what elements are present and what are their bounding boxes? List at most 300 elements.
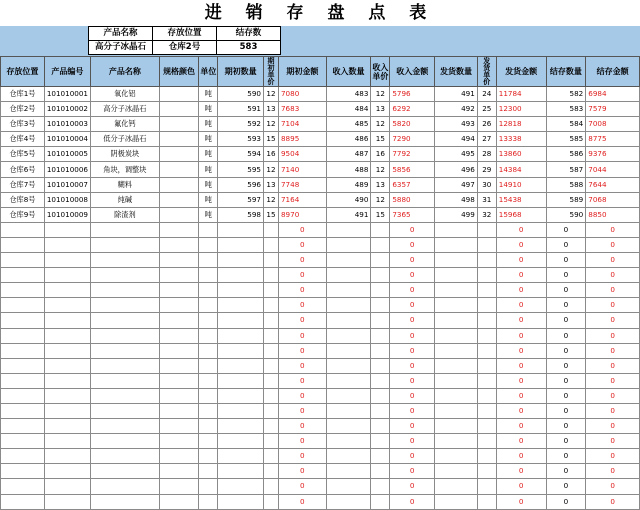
table-cell[interactable] <box>264 298 279 313</box>
table-cell[interactable]: 588 <box>546 177 586 192</box>
table-cell[interactable]: 0 <box>390 313 435 328</box>
table-cell[interactable] <box>159 434 199 449</box>
table-cell[interactable]: 0 <box>496 403 546 418</box>
table-cell[interactable] <box>199 419 218 434</box>
table-cell[interactable]: 7365 <box>390 207 435 222</box>
table-cell[interactable]: 0 <box>496 253 546 268</box>
table-cell[interactable] <box>264 449 279 464</box>
table-cell[interactable] <box>264 237 279 252</box>
table-cell[interactable] <box>1 434 45 449</box>
table-cell[interactable]: 6357 <box>390 177 435 192</box>
table-cell[interactable]: 除渣剂 <box>91 207 160 222</box>
table-cell[interactable] <box>199 403 218 418</box>
table-cell[interactable]: 0 <box>546 494 586 509</box>
table-cell[interactable]: 0 <box>546 253 586 268</box>
table-cell[interactable] <box>44 494 90 509</box>
table-cell[interactable] <box>91 479 160 494</box>
table-cell[interactable]: 0 <box>278 419 326 434</box>
table-cell[interactable]: 12 <box>371 87 390 102</box>
table-cell[interactable] <box>44 298 90 313</box>
table-cell[interactable]: 0 <box>496 268 546 283</box>
table-cell[interactable] <box>1 298 45 313</box>
table-cell[interactable]: 0 <box>586 222 640 237</box>
table-cell[interactable] <box>326 464 371 479</box>
table-cell[interactable]: 0 <box>390 449 435 464</box>
table-cell[interactable]: 0 <box>546 419 586 434</box>
table-cell[interactable]: 27 <box>477 132 496 147</box>
table-cell[interactable]: 587 <box>546 162 586 177</box>
table-cell[interactable]: 0 <box>586 313 640 328</box>
table-cell[interactable]: 7080 <box>278 87 326 102</box>
table-cell[interactable] <box>159 102 199 117</box>
table-cell[interactable] <box>199 237 218 252</box>
table-cell[interactable] <box>326 328 371 343</box>
table-cell[interactable] <box>44 434 90 449</box>
table-cell[interactable] <box>326 222 371 237</box>
table-cell[interactable] <box>218 283 264 298</box>
table-cell[interactable] <box>264 373 279 388</box>
table-cell[interactable] <box>159 207 199 222</box>
table-cell[interactable] <box>159 343 199 358</box>
table-cell[interactable]: 0 <box>496 464 546 479</box>
table-cell[interactable]: 0 <box>546 449 586 464</box>
table-cell[interactable] <box>1 479 45 494</box>
table-cell[interactable]: 0 <box>496 328 546 343</box>
table-cell[interactable]: 32 <box>477 207 496 222</box>
table-cell[interactable] <box>371 479 390 494</box>
table-cell[interactable]: 0 <box>586 449 640 464</box>
table-cell[interactable] <box>326 419 371 434</box>
table-cell[interactable]: 0 <box>496 419 546 434</box>
table-cell[interactable]: 吨 <box>199 87 218 102</box>
table-cell[interactable] <box>218 479 264 494</box>
table-cell[interactable] <box>1 449 45 464</box>
table-cell[interactable] <box>218 222 264 237</box>
table-cell[interactable] <box>435 373 478 388</box>
table-cell[interactable]: 0 <box>278 479 326 494</box>
table-cell[interactable]: 0 <box>546 403 586 418</box>
table-cell[interactable]: 0 <box>586 373 640 388</box>
table-cell[interactable]: 0 <box>496 434 546 449</box>
table-cell[interactable]: 0 <box>278 237 326 252</box>
table-cell[interactable] <box>371 253 390 268</box>
table-cell[interactable] <box>44 464 90 479</box>
table-cell[interactable]: 0 <box>390 403 435 418</box>
table-cell[interactable] <box>477 237 496 252</box>
table-cell[interactable] <box>326 358 371 373</box>
summary-value-product[interactable]: 高分子冰晶石 <box>89 41 153 55</box>
table-cell[interactable] <box>371 449 390 464</box>
table-cell[interactable]: 7644 <box>586 177 640 192</box>
table-cell[interactable]: 12 <box>264 117 279 132</box>
table-cell[interactable]: 493 <box>435 117 478 132</box>
table-cell[interactable] <box>477 403 496 418</box>
table-cell[interactable] <box>199 373 218 388</box>
table-cell[interactable]: 492 <box>435 102 478 117</box>
table-cell[interactable]: 498 <box>435 192 478 207</box>
table-cell[interactable] <box>477 328 496 343</box>
table-cell[interactable] <box>159 162 199 177</box>
table-cell[interactable]: 0 <box>496 343 546 358</box>
table-cell[interactable] <box>1 358 45 373</box>
table-cell[interactable] <box>1 403 45 418</box>
table-cell[interactable] <box>44 237 90 252</box>
table-cell[interactable] <box>218 343 264 358</box>
table-cell[interactable] <box>44 479 90 494</box>
table-cell[interactable]: 485 <box>326 117 371 132</box>
table-cell[interactable] <box>435 434 478 449</box>
table-cell[interactable] <box>91 434 160 449</box>
table-cell[interactable] <box>264 328 279 343</box>
table-cell[interactable] <box>159 117 199 132</box>
table-cell[interactable] <box>371 388 390 403</box>
table-cell[interactable] <box>159 358 199 373</box>
table-cell[interactable] <box>264 313 279 328</box>
table-cell[interactable] <box>218 253 264 268</box>
table-cell[interactable]: 0 <box>546 237 586 252</box>
table-cell[interactable]: 596 <box>218 177 264 192</box>
table-cell[interactable] <box>218 237 264 252</box>
table-cell[interactable]: 0 <box>390 388 435 403</box>
table-cell[interactable]: 0 <box>496 373 546 388</box>
table-cell[interactable]: 0 <box>546 479 586 494</box>
table-cell[interactable] <box>159 313 199 328</box>
table-cell[interactable]: 0 <box>546 328 586 343</box>
table-cell[interactable] <box>371 237 390 252</box>
table-cell[interactable] <box>326 373 371 388</box>
table-cell[interactable]: 7140 <box>278 162 326 177</box>
table-cell[interactable]: 0 <box>496 237 546 252</box>
table-cell[interactable] <box>371 268 390 283</box>
table-cell[interactable]: 0 <box>278 449 326 464</box>
table-cell[interactable]: 0 <box>390 479 435 494</box>
table-cell[interactable] <box>218 464 264 479</box>
table-cell[interactable] <box>326 313 371 328</box>
table-cell[interactable]: 582 <box>546 87 586 102</box>
table-cell[interactable]: 13 <box>371 102 390 117</box>
table-cell[interactable] <box>218 358 264 373</box>
table-cell[interactable]: 7792 <box>390 147 435 162</box>
table-cell[interactable] <box>435 298 478 313</box>
table-cell[interactable]: 0 <box>586 403 640 418</box>
table-cell[interactable]: 8895 <box>278 132 326 147</box>
table-cell[interactable]: 14384 <box>496 162 546 177</box>
table-cell[interactable] <box>91 358 160 373</box>
table-cell[interactable]: 0 <box>586 283 640 298</box>
table-cell[interactable]: 0 <box>278 464 326 479</box>
table-cell[interactable]: 0 <box>586 419 640 434</box>
table-cell[interactable] <box>371 328 390 343</box>
table-cell[interactable]: 5856 <box>390 162 435 177</box>
table-cell[interactable] <box>326 237 371 252</box>
table-cell[interactable]: 吨 <box>199 207 218 222</box>
table-cell[interactable]: 13860 <box>496 147 546 162</box>
table-cell[interactable]: 25 <box>477 102 496 117</box>
table-cell[interactable]: 12 <box>371 117 390 132</box>
table-cell[interactable]: 0 <box>390 434 435 449</box>
table-cell[interactable]: 7164 <box>278 192 326 207</box>
table-cell[interactable]: 0 <box>586 237 640 252</box>
table-cell[interactable] <box>264 222 279 237</box>
table-cell[interactable]: 8970 <box>278 207 326 222</box>
table-cell[interactable] <box>44 449 90 464</box>
table-cell[interactable]: 0 <box>390 343 435 358</box>
table-cell[interactable] <box>435 343 478 358</box>
table-cell[interactable]: 0 <box>390 222 435 237</box>
table-cell[interactable] <box>91 283 160 298</box>
table-cell[interactable] <box>199 298 218 313</box>
table-cell[interactable] <box>218 434 264 449</box>
table-cell[interactable]: 0 <box>586 328 640 343</box>
table-cell[interactable] <box>199 268 218 283</box>
table-cell[interactable]: 101010001 <box>44 87 90 102</box>
table-cell[interactable]: 101010002 <box>44 102 90 117</box>
table-cell[interactable]: 16 <box>264 147 279 162</box>
table-cell[interactable]: 0 <box>546 434 586 449</box>
table-cell[interactable]: 28 <box>477 147 496 162</box>
table-cell[interactable]: 0 <box>586 253 640 268</box>
table-cell[interactable]: 0 <box>496 283 546 298</box>
table-cell[interactable]: 0 <box>546 388 586 403</box>
table-cell[interactable] <box>264 403 279 418</box>
table-cell[interactable]: 14910 <box>496 177 546 192</box>
table-cell[interactable] <box>199 222 218 237</box>
table-cell[interactable]: 496 <box>435 162 478 177</box>
table-cell[interactable]: 11784 <box>496 87 546 102</box>
table-cell[interactable]: 483 <box>326 87 371 102</box>
summary-value-location[interactable]: 仓库2号 <box>153 41 217 55</box>
table-cell[interactable] <box>371 494 390 509</box>
table-cell[interactable]: 7104 <box>278 117 326 132</box>
table-cell[interactable]: 12 <box>264 87 279 102</box>
table-cell[interactable] <box>264 283 279 298</box>
table-cell[interactable] <box>159 268 199 283</box>
table-cell[interactable] <box>199 253 218 268</box>
table-cell[interactable] <box>264 388 279 403</box>
table-cell[interactable] <box>477 298 496 313</box>
table-cell[interactable]: 490 <box>326 192 371 207</box>
table-cell[interactable]: 仓库1号 <box>1 87 45 102</box>
table-cell[interactable]: 低分子冰晶石 <box>91 132 160 147</box>
table-cell[interactable]: 484 <box>326 102 371 117</box>
table-cell[interactable]: 0 <box>390 253 435 268</box>
table-cell[interactable] <box>371 403 390 418</box>
table-cell[interactable]: 0 <box>278 253 326 268</box>
table-cell[interactable] <box>1 237 45 252</box>
table-cell[interactable] <box>91 494 160 509</box>
table-cell[interactable]: 0 <box>390 268 435 283</box>
table-cell[interactable]: 0 <box>496 313 546 328</box>
table-cell[interactable] <box>1 388 45 403</box>
table-cell[interactable] <box>91 419 160 434</box>
table-cell[interactable]: 12818 <box>496 117 546 132</box>
table-cell[interactable] <box>1 343 45 358</box>
table-cell[interactable] <box>44 419 90 434</box>
table-cell[interactable] <box>326 449 371 464</box>
table-cell[interactable] <box>199 343 218 358</box>
table-cell[interactable]: 15 <box>264 132 279 147</box>
table-cell[interactable]: 13338 <box>496 132 546 147</box>
table-cell[interactable]: 6292 <box>390 102 435 117</box>
table-cell[interactable] <box>477 388 496 403</box>
table-cell[interactable]: 0 <box>278 373 326 388</box>
table-cell[interactable]: 597 <box>218 192 264 207</box>
table-cell[interactable]: 仓库3号 <box>1 117 45 132</box>
table-cell[interactable]: 0 <box>278 313 326 328</box>
table-cell[interactable] <box>159 373 199 388</box>
table-cell[interactable]: 0 <box>496 358 546 373</box>
table-cell[interactable] <box>1 222 45 237</box>
table-cell[interactable] <box>371 419 390 434</box>
table-cell[interactable] <box>371 283 390 298</box>
table-cell[interactable] <box>159 419 199 434</box>
table-cell[interactable] <box>199 434 218 449</box>
table-cell[interactable]: 0 <box>390 358 435 373</box>
table-cell[interactable] <box>44 358 90 373</box>
table-cell[interactable]: 仓库5号 <box>1 147 45 162</box>
table-cell[interactable]: 0 <box>546 464 586 479</box>
table-cell[interactable] <box>326 268 371 283</box>
table-cell[interactable] <box>218 403 264 418</box>
table-cell[interactable] <box>91 464 160 479</box>
table-cell[interactable]: 0 <box>390 283 435 298</box>
table-cell[interactable] <box>159 388 199 403</box>
table-cell[interactable] <box>159 222 199 237</box>
table-cell[interactable] <box>199 283 218 298</box>
table-cell[interactable] <box>435 494 478 509</box>
table-cell[interactable] <box>326 253 371 268</box>
table-cell[interactable]: 8775 <box>586 132 640 147</box>
table-cell[interactable]: 15438 <box>496 192 546 207</box>
table-cell[interactable]: 5820 <box>390 117 435 132</box>
table-cell[interactable] <box>91 343 160 358</box>
table-cell[interactable]: 584 <box>546 117 586 132</box>
table-cell[interactable]: 9504 <box>278 147 326 162</box>
table-cell[interactable]: 0 <box>546 373 586 388</box>
table-cell[interactable] <box>371 464 390 479</box>
table-cell[interactable] <box>326 298 371 313</box>
table-cell[interactable] <box>218 298 264 313</box>
table-cell[interactable] <box>218 494 264 509</box>
table-cell[interactable] <box>91 237 160 252</box>
table-cell[interactable] <box>326 388 371 403</box>
table-cell[interactable]: 6984 <box>586 87 640 102</box>
table-cell[interactable] <box>435 313 478 328</box>
table-cell[interactable]: 12300 <box>496 102 546 117</box>
table-cell[interactable]: 586 <box>546 147 586 162</box>
table-cell[interactable]: 486 <box>326 132 371 147</box>
table-cell[interactable] <box>1 464 45 479</box>
table-cell[interactable]: 0 <box>278 358 326 373</box>
table-cell[interactable]: 7044 <box>586 162 640 177</box>
table-cell[interactable] <box>371 313 390 328</box>
table-cell[interactable]: 仓库6号 <box>1 162 45 177</box>
table-cell[interactable] <box>264 479 279 494</box>
table-cell[interactable] <box>264 253 279 268</box>
table-cell[interactable] <box>44 283 90 298</box>
table-cell[interactable]: 吨 <box>199 102 218 117</box>
table-cell[interactable] <box>91 268 160 283</box>
table-cell[interactable] <box>159 464 199 479</box>
table-cell[interactable]: 31 <box>477 192 496 207</box>
table-cell[interactable]: 12 <box>264 162 279 177</box>
table-cell[interactable]: 593 <box>218 132 264 147</box>
table-cell[interactable] <box>477 253 496 268</box>
table-cell[interactable]: 0 <box>390 464 435 479</box>
table-cell[interactable]: 585 <box>546 132 586 147</box>
table-cell[interactable]: 101010004 <box>44 132 90 147</box>
table-cell[interactable]: 氟化钙 <box>91 117 160 132</box>
table-cell[interactable]: 13 <box>264 102 279 117</box>
table-cell[interactable]: 590 <box>546 207 586 222</box>
table-cell[interactable] <box>435 328 478 343</box>
table-cell[interactable]: 0 <box>496 449 546 464</box>
table-cell[interactable] <box>91 373 160 388</box>
table-cell[interactable] <box>159 192 199 207</box>
table-cell[interactable]: 0 <box>278 434 326 449</box>
table-cell[interactable]: 8850 <box>586 207 640 222</box>
table-cell[interactable]: 仓库4号 <box>1 132 45 147</box>
table-cell[interactable] <box>44 328 90 343</box>
table-cell[interactable] <box>159 237 199 252</box>
table-cell[interactable]: 15 <box>371 132 390 147</box>
table-cell[interactable] <box>1 268 45 283</box>
table-cell[interactable]: 0 <box>586 494 640 509</box>
table-cell[interactable] <box>326 403 371 418</box>
table-cell[interactable] <box>435 358 478 373</box>
table-cell[interactable] <box>159 147 199 162</box>
table-cell[interactable]: 0 <box>496 222 546 237</box>
table-cell[interactable] <box>218 268 264 283</box>
table-cell[interactable]: 594 <box>218 147 264 162</box>
table-cell[interactable] <box>218 313 264 328</box>
table-cell[interactable]: 0 <box>278 283 326 298</box>
table-cell[interactable]: 0 <box>278 403 326 418</box>
table-cell[interactable] <box>199 388 218 403</box>
table-cell[interactable]: 0 <box>390 373 435 388</box>
table-cell[interactable]: 101010006 <box>44 162 90 177</box>
table-cell[interactable]: 0 <box>496 494 546 509</box>
table-cell[interactable]: 5796 <box>390 87 435 102</box>
table-cell[interactable]: 0 <box>390 494 435 509</box>
table-cell[interactable] <box>477 343 496 358</box>
table-cell[interactable]: 0 <box>586 479 640 494</box>
table-cell[interactable] <box>91 298 160 313</box>
table-cell[interactable]: 15 <box>371 207 390 222</box>
table-cell[interactable]: 7068 <box>586 192 640 207</box>
table-cell[interactable] <box>264 358 279 373</box>
table-cell[interactable] <box>435 479 478 494</box>
table-cell[interactable] <box>44 373 90 388</box>
table-cell[interactable]: 0 <box>278 268 326 283</box>
table-cell[interactable]: 0 <box>496 298 546 313</box>
table-cell[interactable] <box>477 464 496 479</box>
table-cell[interactable] <box>159 479 199 494</box>
table-cell[interactable]: 0 <box>496 388 546 403</box>
table-cell[interactable] <box>371 222 390 237</box>
table-cell[interactable]: 0 <box>278 298 326 313</box>
table-cell[interactable]: 0 <box>390 419 435 434</box>
table-cell[interactable]: 7290 <box>390 132 435 147</box>
table-cell[interactable]: 吨 <box>199 117 218 132</box>
table-cell[interactable] <box>1 253 45 268</box>
table-cell[interactable]: 7683 <box>278 102 326 117</box>
table-cell[interactable] <box>159 328 199 343</box>
table-cell[interactable] <box>435 253 478 268</box>
table-cell[interactable]: 0 <box>278 388 326 403</box>
table-cell[interactable] <box>91 449 160 464</box>
table-cell[interactable] <box>1 283 45 298</box>
